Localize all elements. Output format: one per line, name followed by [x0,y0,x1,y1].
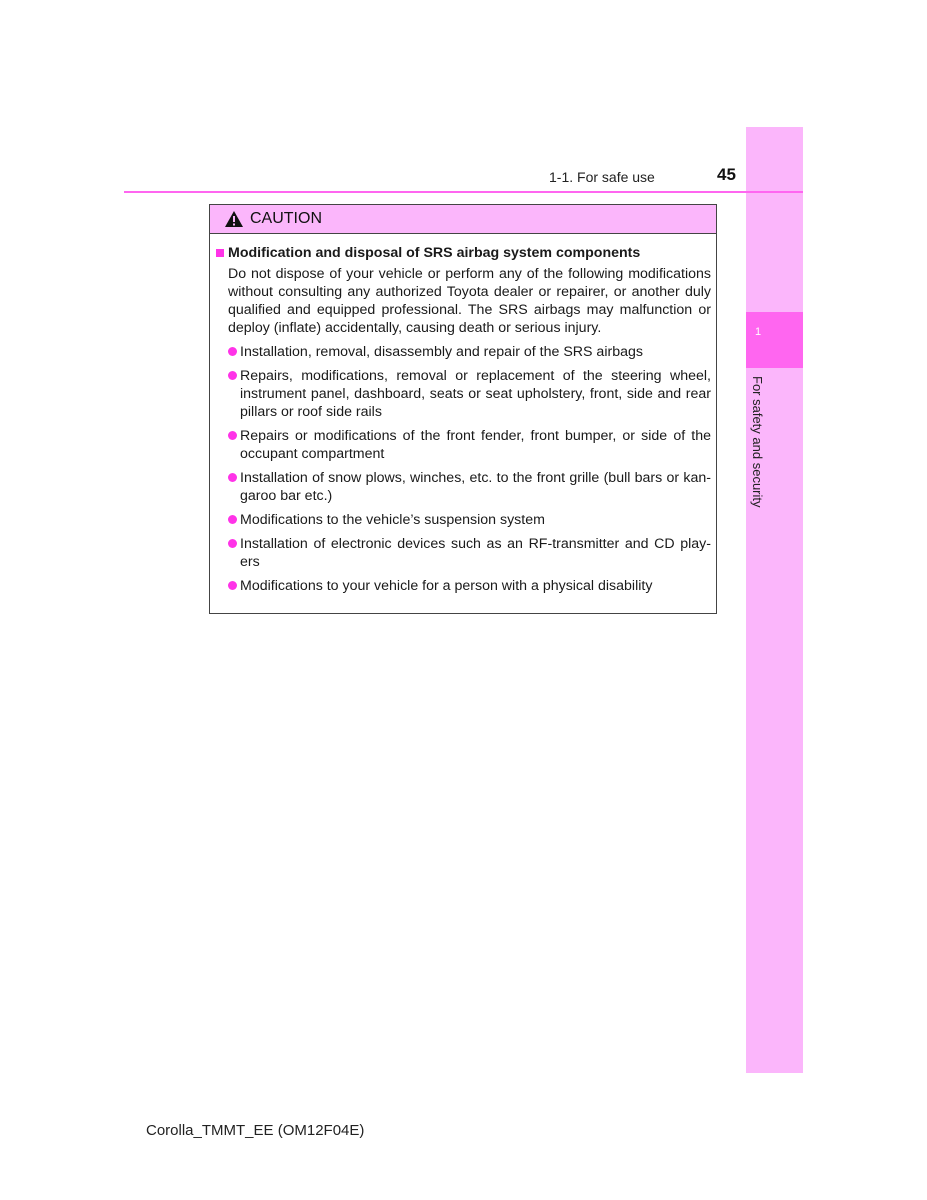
square-bullet-icon [216,249,224,257]
list-item: Modifications to your vehicle for a person with a physical disability [228,577,711,595]
list-item: Repairs or modifications of the front fender, front bumper, or side of the occupant compartment [228,427,711,463]
list-item: Modifications to the vehicle’s suspension system [228,511,711,529]
side-chapter-tab-active [746,312,803,368]
bullet-dot-icon [228,347,237,356]
caution-heading-text: Modification and disposal of SRS airbag system components [228,245,641,261]
caution-body [210,234,716,595]
list-item: Installation of snow plows, winches, etc. to the front grille (bull bars or kan-garoo bar etc.) [228,469,711,505]
chapter-title: For safety and security [750,376,765,508]
page-number: 45 [717,165,736,184]
bullet-dot-icon [228,431,237,440]
caution-heading [216,244,711,262]
caution-box [209,204,717,614]
bullet-dot-icon [228,473,237,482]
list-item: Installation, removal, disassembly and repair of the SRS airbags [228,343,711,361]
bullet-dot-icon [228,515,237,524]
side-chapter-tab [746,127,803,1073]
warning-triangle-icon [224,210,244,228]
list-item: Repairs, modifications, removal or replacement of the steering wheel, instrument panel, dashboard, seats or seat upholstery, front, side and rear pillars or roof side rails [228,367,711,421]
bullet-dot-icon [228,371,237,380]
footer-doc-id: Corolla_TMMT_EE (OM12F04E) [146,1122,365,1139]
caution-header [210,205,716,234]
chapter-number: 1 [754,326,762,338]
bullet-dot-icon [228,539,237,548]
caution-title: CAUTION [250,210,322,227]
bullet-dot-icon [228,581,237,590]
caution-intro: Do not dispose of your vehicle or perform any of the following modifications without consulting any authorized Toyota dealer or repairer, or another duly qualified and equipped professional. The SRS airbags may malfunction or deploy (inflate) accidentally, causing death or serious injury. [228,266,711,336]
caution-list [216,343,711,595]
section-label: 1-1. For safe use [549,169,655,185]
header-rule [124,191,803,193]
list-item: Installation of electronic devices such as an RF-transmitter and CD play-ers [228,535,711,571]
